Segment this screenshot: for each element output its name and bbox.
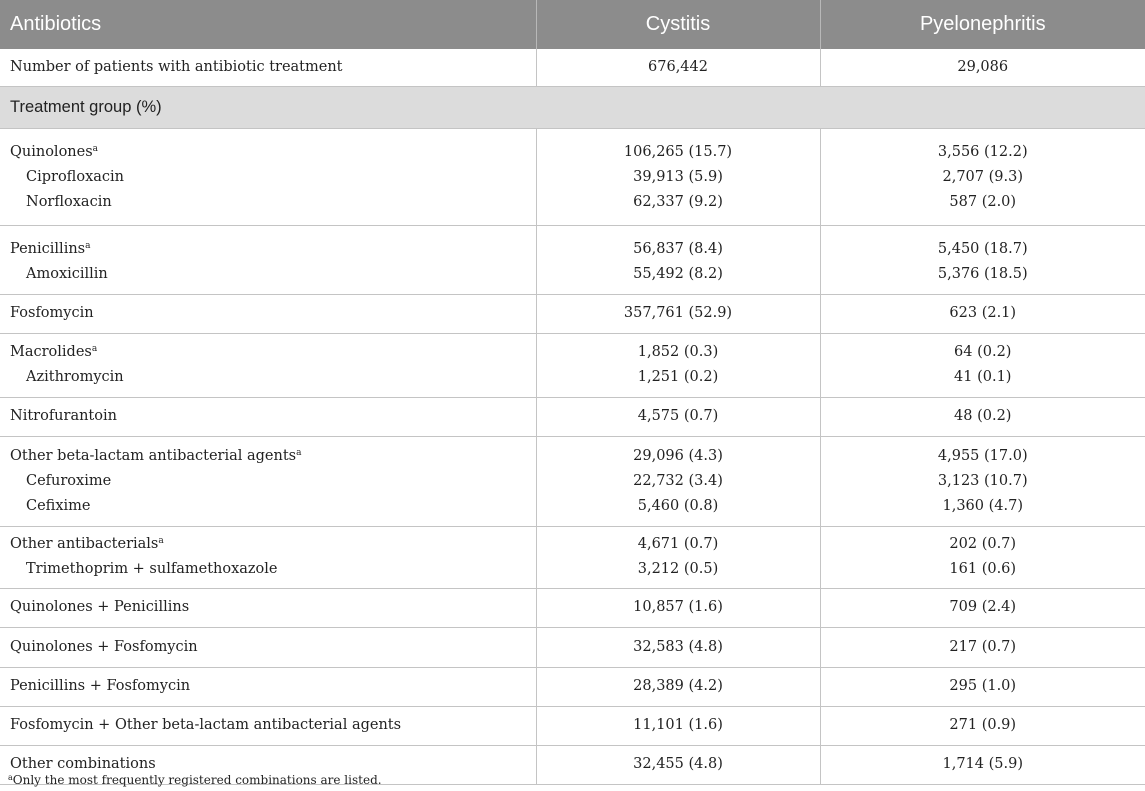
cystitis-value: 4,575 (0.7) — [637, 408, 719, 424]
pyelonephritis-value: 64 (0.2) — [954, 344, 1012, 360]
cystitis-value: 29,096 (4.3) — [633, 448, 723, 464]
treatment-group-row — [0, 129, 1145, 226]
cystitis-value: 11,101 (1.6) — [633, 717, 723, 733]
footnote-ref: a — [92, 144, 99, 154]
group-label: Penicillins + Fosfomycin — [10, 678, 191, 694]
cystitis-value: 1,852 (0.3) — [637, 344, 719, 360]
pyelonephritis-value: 587 (2.0) — [949, 194, 1017, 210]
pyelonephritis-value: 41 (0.1) — [954, 369, 1012, 385]
pyelonephritis-value: 623 (2.1) — [949, 305, 1017, 321]
treatment-group-row — [0, 707, 1145, 746]
drug-label: Cefixime — [26, 498, 91, 514]
treatment-group-row — [0, 226, 1145, 295]
pyelonephritis-value: 5,450 (18.7) — [937, 241, 1028, 257]
drug-label: Cefuroxime — [26, 473, 112, 489]
pyelonephritis-value: 1,714 (5.9) — [942, 756, 1023, 772]
cystitis-value: 106,265 (15.7) — [623, 144, 733, 160]
drug-label: Ciprofloxacin — [26, 169, 124, 185]
group-label: Nitrofurantoin — [10, 408, 117, 424]
footnote — [8, 773, 382, 787]
footnote-marker: a — [8, 773, 13, 782]
pyelonephritis-value: 5,376 (18.5) — [937, 266, 1028, 282]
patients-row — [0, 49, 1145, 87]
footnote-text: Only the most frequently registered combinations are listed. — [12, 773, 382, 787]
drug-label: Amoxicillin — [26, 266, 108, 282]
pyelonephritis-value: 2,707 (9.3) — [942, 169, 1023, 185]
group-label: Other beta-lactam antibacterial agents$^a$ — [10, 448, 302, 464]
group-label: Fosfomycin + Other beta-lactam antibacterial agents — [10, 717, 402, 733]
treatment-group-row — [0, 295, 1145, 334]
group-label: Macrolides$^a$ — [10, 344, 98, 360]
cystitis-value: 62,337 (9.2) — [633, 194, 723, 210]
cystitis-value: 357,761 (52.9) — [623, 305, 733, 321]
pyelonephritis-value: 295 (1.0) — [949, 678, 1017, 694]
header-antibiotics: Antibiotics — [0, 0, 536, 49]
pyelonephritis-value: 3,123 (10.7) — [937, 473, 1028, 489]
footnote-ref: a — [85, 241, 91, 251]
group-label: Other combinations — [10, 756, 156, 772]
cystitis-value: 4,671 (0.7) — [637, 536, 719, 552]
treatment-group-row — [0, 334, 1145, 398]
cystitis-value: 56,837 (8.4) — [633, 241, 723, 257]
cystitis-value: 22,732 (3.4) — [633, 473, 723, 489]
header-cystitis: Cystitis — [536, 0, 820, 49]
treatment-group-row — [0, 398, 1145, 437]
cystitis-value: 1,251 (0.2) — [637, 369, 719, 385]
group-label: Quinolones + Penicillins — [10, 599, 190, 615]
group-label: Quinolones + Fosfomycin — [10, 639, 198, 655]
drug-label: Trimethoprim + sulfamethoxazole — [26, 561, 278, 577]
treatment-group-row — [0, 589, 1145, 628]
drug-label: Azithromycin — [26, 369, 124, 385]
treatment-group-row — [0, 437, 1145, 527]
cystitis-value: 32,455 (4.8) — [633, 756, 723, 772]
treatment-group-row — [0, 628, 1145, 668]
pyelonephritis-value: 4,955 (17.0) — [937, 448, 1028, 464]
header-row — [0, 0, 1145, 49]
cystitis-value: 3,212 (0.5) — [637, 561, 719, 577]
pyelonephritis-value: 202 (0.7) — [949, 536, 1017, 552]
pyelonephritis-value: 217 (0.7) — [949, 639, 1017, 655]
footnote-ref: a — [158, 536, 164, 546]
cystitis-value: 28,389 (4.2) — [633, 678, 723, 694]
cystitis-value: 32,583 (4.8) — [633, 639, 723, 655]
pyelonephritis-value: 3,556 (12.2) — [937, 144, 1028, 160]
pyelonephritis-value: 161 (0.6) — [949, 561, 1017, 577]
group-label: Quinolones$^a$ — [10, 144, 99, 160]
treatment-group-row — [0, 527, 1145, 589]
patients-cystitis: 676,442 — [648, 59, 708, 75]
drug-label: Norfloxacin — [26, 194, 112, 210]
pyelonephritis-value: 48 (0.2) — [954, 408, 1012, 424]
header-pyelonephritis: Pyelonephritis — [820, 0, 1145, 49]
patients-label: Number of patients with antibiotic treatment — [10, 59, 343, 75]
patients-pyelonephritis: 29,086 — [957, 59, 1009, 75]
footnote-ref: a — [296, 448, 302, 458]
pyelonephritis-value: 1,360 (4.7) — [942, 498, 1023, 514]
cystitis-value: 39,913 (5.9) — [633, 169, 723, 185]
group-label: Penicillins$^a$ — [10, 241, 91, 257]
cystitis-value: 10,857 (1.6) — [633, 599, 723, 615]
section-row — [0, 87, 1145, 129]
group-label: Other antibacterials$^a$ — [10, 536, 164, 552]
cystitis-value: 55,492 (8.2) — [633, 266, 723, 282]
section-label: Treatment group (%) — [0, 87, 1145, 129]
group-label: Fosfomycin — [10, 305, 94, 321]
footnote-ref: a — [91, 344, 98, 354]
treatment-group-row — [0, 668, 1145, 707]
pyelonephritis-value: 271 (0.9) — [949, 717, 1017, 733]
cystitis-value: 5,460 (0.8) — [637, 498, 719, 514]
pyelonephritis-value: 709 (2.4) — [949, 599, 1017, 615]
